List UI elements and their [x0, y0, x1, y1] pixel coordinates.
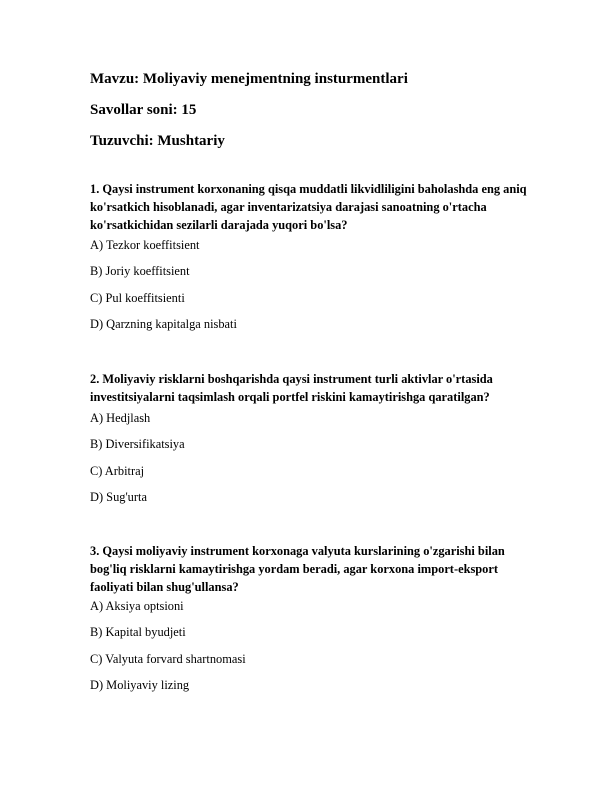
question-3-option-a: A) Aksiya optsioni	[90, 599, 184, 613]
question-2-text: 2. Moliyaviy risklarni boshqarishda qaysi instrument turli aktivlar o'rtasida investitsiyalarni taqsimlash orqali portfel riskini kamaytirishga qaratilgan?	[90, 372, 493, 404]
question-1-option-a: A) Tezkor koeffitsient	[90, 238, 200, 252]
topic-heading: Mavzu: Moliyaviy menejmentning insturmentlari	[90, 71, 408, 87]
question-1-option-d: D) Qarzning kapitalga nisbati	[90, 317, 237, 331]
question-3-option-d: D) Moliyaviy lizing	[90, 678, 190, 692]
question-3-text: 3. Qaysi moliyaviy instrument korxonaga valyuta kurslarining o'zgarishi bilan bog'liq risklarni kamaytirishga yordam beradi, agar korxona import-eksport faoliyati bilan shug'ullansa?	[90, 544, 505, 594]
author-line: Tuzuvchi: Mushtariy	[90, 133, 225, 149]
question-1-option-c: C) Pul koeffitsienti	[90, 291, 185, 305]
question-1-option-b: B) Joriy koeffitsient	[90, 264, 190, 278]
question-2-option-b: B) Diversifikatsiya	[90, 437, 185, 451]
question-2-option-d: D) Sug'urta	[90, 490, 147, 504]
question-1-text: 1. Qaysi instrument korxonaning qisqa muddatli likvidliligini baholashda eng aniq ko'rsatkich hisoblanadi, agar inventarizatsiya darajasi sanoatning o'rtacha ko'rsatkichidan sezilarli darajada yuqori bo'lsa?	[90, 182, 527, 232]
question-count: Savollar soni: 15	[90, 102, 197, 118]
question-3-option-b: B) Kapital byudjeti	[90, 625, 186, 639]
question-2-option-a: A) Hedjlash	[90, 411, 151, 425]
question-3-option-c: C) Valyuta forvard shartnomasi	[90, 652, 246, 666]
question-2-option-c: C) Arbitraj	[90, 464, 145, 478]
